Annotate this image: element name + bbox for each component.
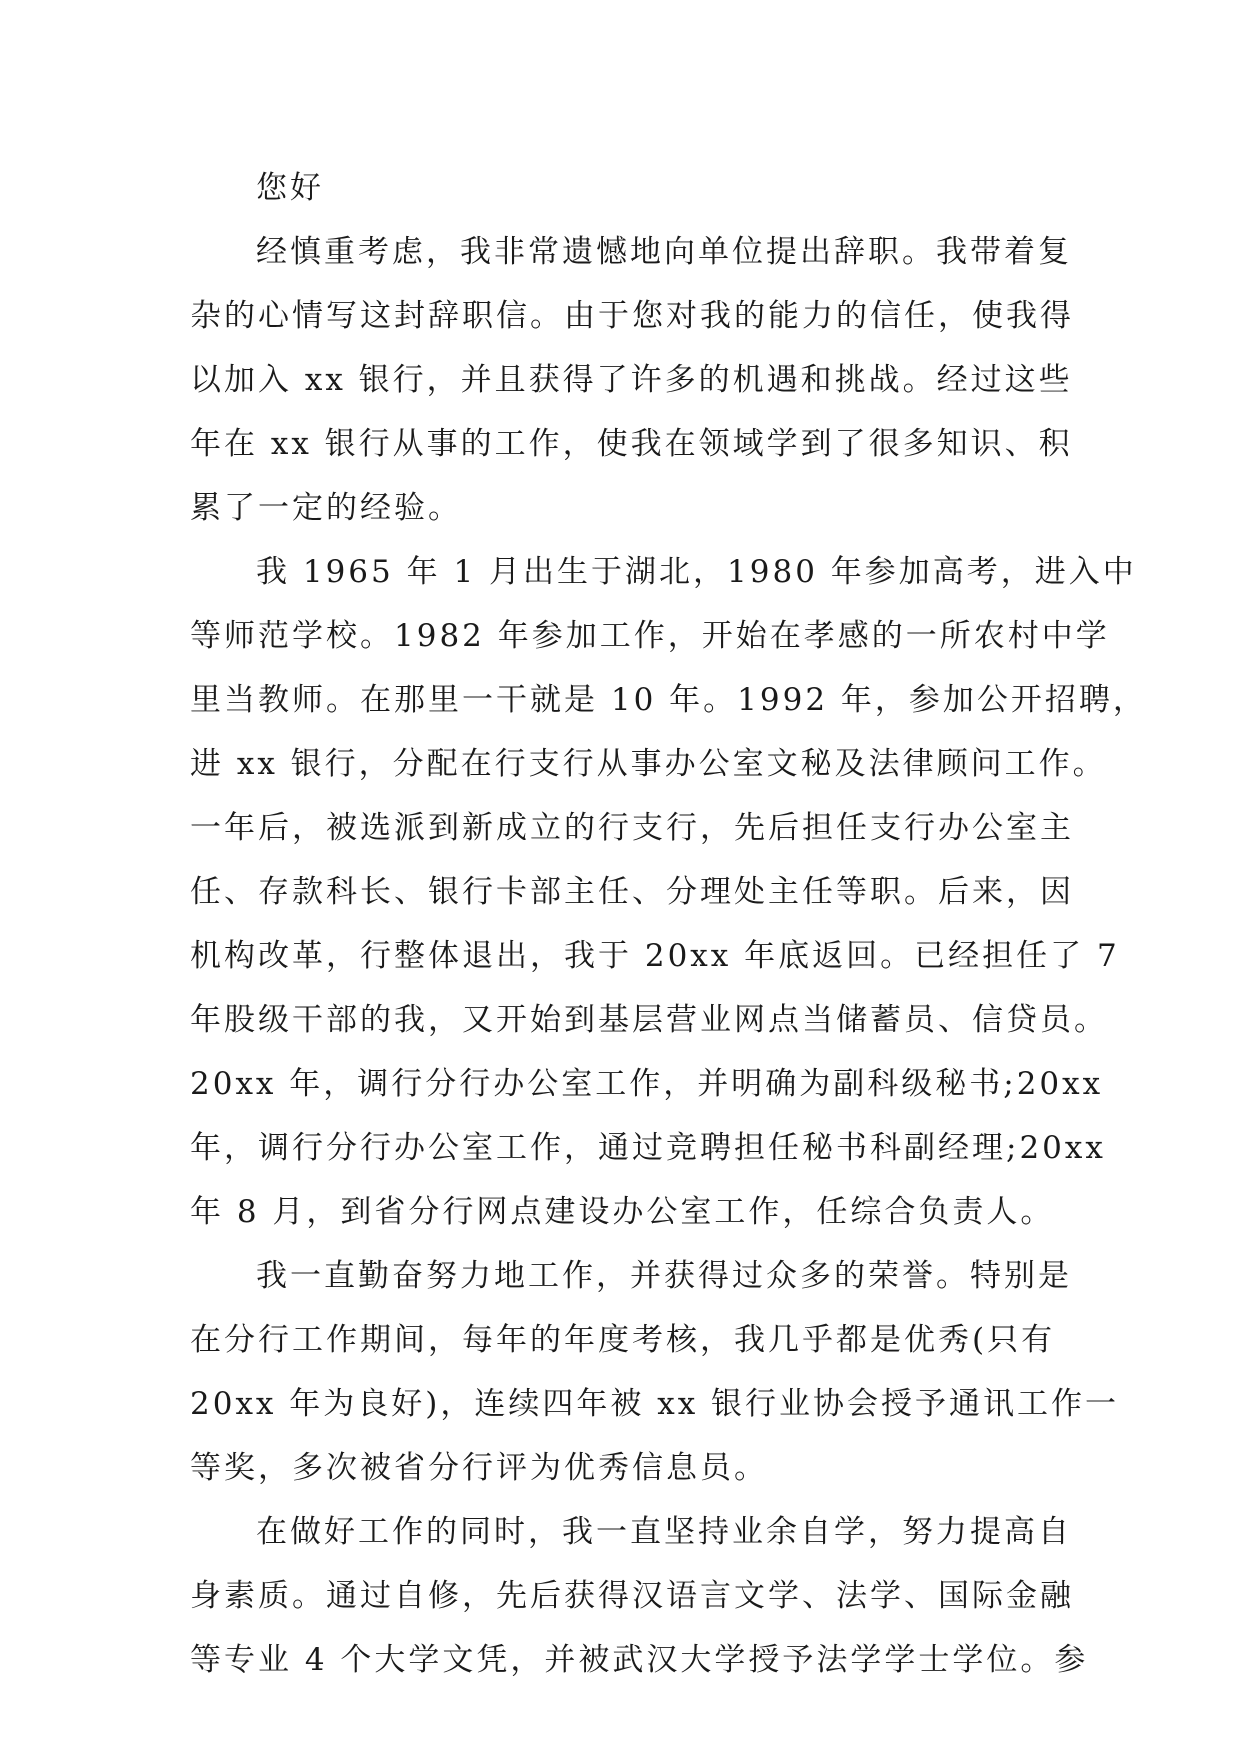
paragraph-line: 一年后，被选派到新成立的行支行，先后担任支行办公室主 bbox=[190, 810, 1074, 846]
paragraph-line: 在做好工作的同时，我一直坚持业余自学，努力提高自 bbox=[256, 1514, 1072, 1550]
paragraph-line: 里当教师。在那里一干就是 10 年。1992 年，参加公开招聘， bbox=[190, 682, 1147, 718]
paragraph-line: 经慎重考虑，我非常遗憾地向单位提出辞职。我带着复 bbox=[256, 234, 1072, 270]
paragraph-line: 机构改革，行整体退出，我于 20xx 年底返回。已经担任了 7 bbox=[190, 938, 1120, 974]
paragraph-line: 在分行工作期间，每年的年度考核，我几乎都是优秀(只有 bbox=[190, 1322, 1056, 1358]
paragraph-line: 我 1965 年 1 月出生于湖北，1980 年参加高考，进入中 bbox=[256, 554, 1137, 590]
paragraph-honors bbox=[190, 1248, 1120, 1504]
paragraph-line: 任、存款科长、银行卡部主任、分理处主任等职。后来，因 bbox=[190, 874, 1074, 910]
paragraph-line: 您好 bbox=[256, 170, 324, 206]
document-body bbox=[190, 160, 1147, 1696]
paragraph-line: 年股级干部的我，又开始到基层营业网点当储蓄员、信贷员。 bbox=[190, 1002, 1108, 1038]
paragraph-line: 杂的心情写这封辞职信。由于您对我的能力的信任，使我得 bbox=[190, 298, 1074, 334]
paragraph-resignation-intro bbox=[190, 224, 1074, 544]
paragraph-line: 我一直勤奋努力地工作，并获得过众多的荣誉。特别是 bbox=[256, 1258, 1072, 1294]
paragraph-self-study bbox=[190, 1504, 1089, 1696]
paragraph-greeting bbox=[190, 160, 1060, 224]
paragraph-line: 20xx 年为良好)，连续四年被 xx 银行业协会授予通讯工作一 bbox=[190, 1386, 1120, 1422]
paragraph-line: 累了一定的经验。 bbox=[190, 490, 462, 526]
paragraph-line: 进 xx 银行，分配在行支行从事办公室文秘及法律顾问工作。 bbox=[190, 746, 1107, 782]
paragraph-line: 年在 xx 银行从事的工作，使我在领域学到了很多知识、积 bbox=[190, 426, 1073, 462]
paragraph-career-history bbox=[190, 544, 1147, 1248]
paragraph-line: 等奖，多次被省分行评为优秀信息员。 bbox=[190, 1450, 768, 1486]
paragraph-line: 以加入 xx 银行，并且获得了许多的机遇和挑战。经过这些 bbox=[190, 362, 1073, 398]
paragraph-line: 20xx 年，调行分行办公室工作，并明确为副科级秘书;20xx bbox=[190, 1066, 1104, 1102]
paragraph-line: 等师范学校。1982 年参加工作，开始在孝感的一所农村中学 bbox=[190, 618, 1110, 654]
paragraph-line: 年，调行分行办公室工作，通过竞聘担任秘书科副经理;20xx bbox=[190, 1130, 1106, 1166]
paragraph-line: 等专业 4 个大学文凭，并被武汉大学授予法学学士学位。参 bbox=[190, 1642, 1089, 1678]
paragraph-line: 年 8 月，到省分行网点建设办公室工作，任综合负责人。 bbox=[190, 1194, 1055, 1230]
paragraph-line: 身素质。通过自修，先后获得汉语言文学、法学、国际金融 bbox=[190, 1578, 1074, 1614]
